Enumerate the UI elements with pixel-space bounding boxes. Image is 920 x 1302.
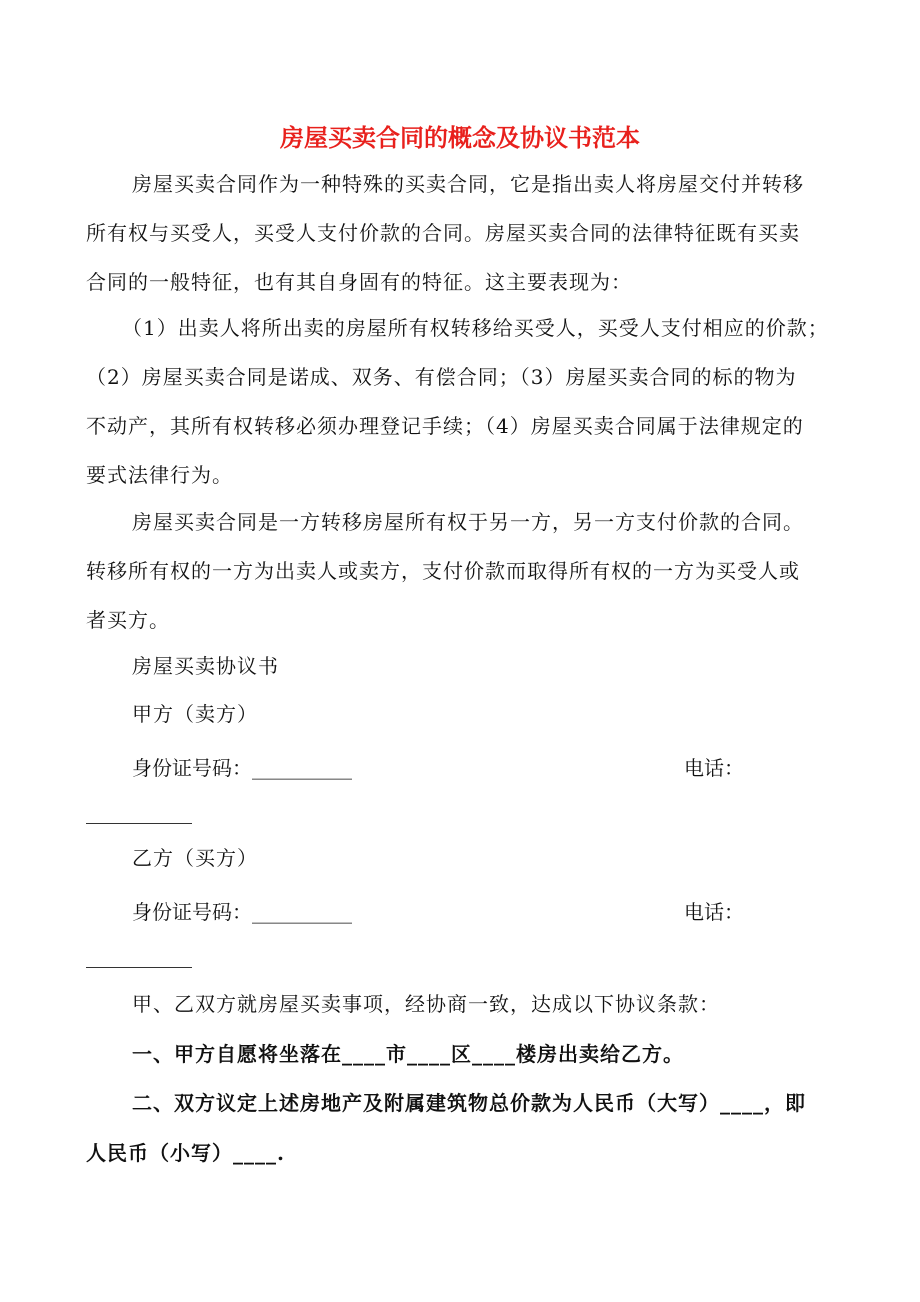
paragraph-definition <box>86 160 846 307</box>
party-a-label: 甲方（卖方） <box>132 702 258 726</box>
text-line: 二、双方议定上述房地产及附属建筑物总价款为人民币（大写）____，即 <box>132 1091 806 1115</box>
clause-1: 一、甲方自愿将坐落在____市____区____楼房出卖给乙方。 <box>132 1042 684 1066</box>
text-line: （1）出卖人将所出卖的房屋所有权转移给买受人，买受人支付相应的价款； <box>122 316 829 340</box>
text-line: 房屋买卖合同是一方转移房屋所有权于另一方，另一方支付价款的合同。 <box>132 510 804 534</box>
party-b-phone-blank <box>86 967 192 968</box>
text-line: 合同的一般特征，也有其自身固有的特征。这主要表现为： <box>86 270 632 294</box>
clause-2 <box>86 1078 846 1178</box>
text-line: 房屋买卖合同作为一种特殊的买卖合同，它是指出卖人将房屋交付并转移 <box>132 172 804 196</box>
party-a-phone-blank <box>86 823 192 824</box>
text-line: 所有权与买受人，买受人支付价款的合同。房屋买卖合同的法律特征既有买卖 <box>86 221 800 245</box>
party-a-id-field: 身份证号码：__________ <box>132 756 352 780</box>
paragraph-parties <box>86 498 846 645</box>
text-line: 转移所有权的一方为出卖人或卖方，支付价款而取得所有权的一方为买受人或 <box>86 559 800 583</box>
text-line: （2）房屋买卖合同是诺成、双务、有偿合同；（3）房屋买卖合同的标的物为 <box>86 365 797 389</box>
agreement-title: 房屋买卖协议书 <box>132 654 279 678</box>
party-a-phone-label: 电话： <box>684 756 744 780</box>
agreement-intro: 甲、乙双方就房屋买卖事项，经协商一致，达成以下协议条款： <box>132 992 720 1016</box>
party-b-label: 乙方（买方） <box>132 846 258 870</box>
text-line: 人民币（小写）____. <box>86 1141 285 1165</box>
text-line: 要式法律行为。 <box>86 463 233 487</box>
party-b-id-row <box>86 896 846 925</box>
text-line: 者买方。 <box>86 608 170 632</box>
party-b-phone-label: 电话： <box>684 900 744 924</box>
party-a-id-row <box>86 752 846 781</box>
party-b-id-field: 身份证号码：__________ <box>132 900 352 924</box>
paragraph-characteristics <box>86 304 846 500</box>
text-line: 不动产，其所有权转移必须办理登记手续；（4）房屋买卖合同属于法律规定的 <box>86 414 804 438</box>
document-title: 房屋买卖合同的概念及协议书范本 <box>280 123 640 152</box>
